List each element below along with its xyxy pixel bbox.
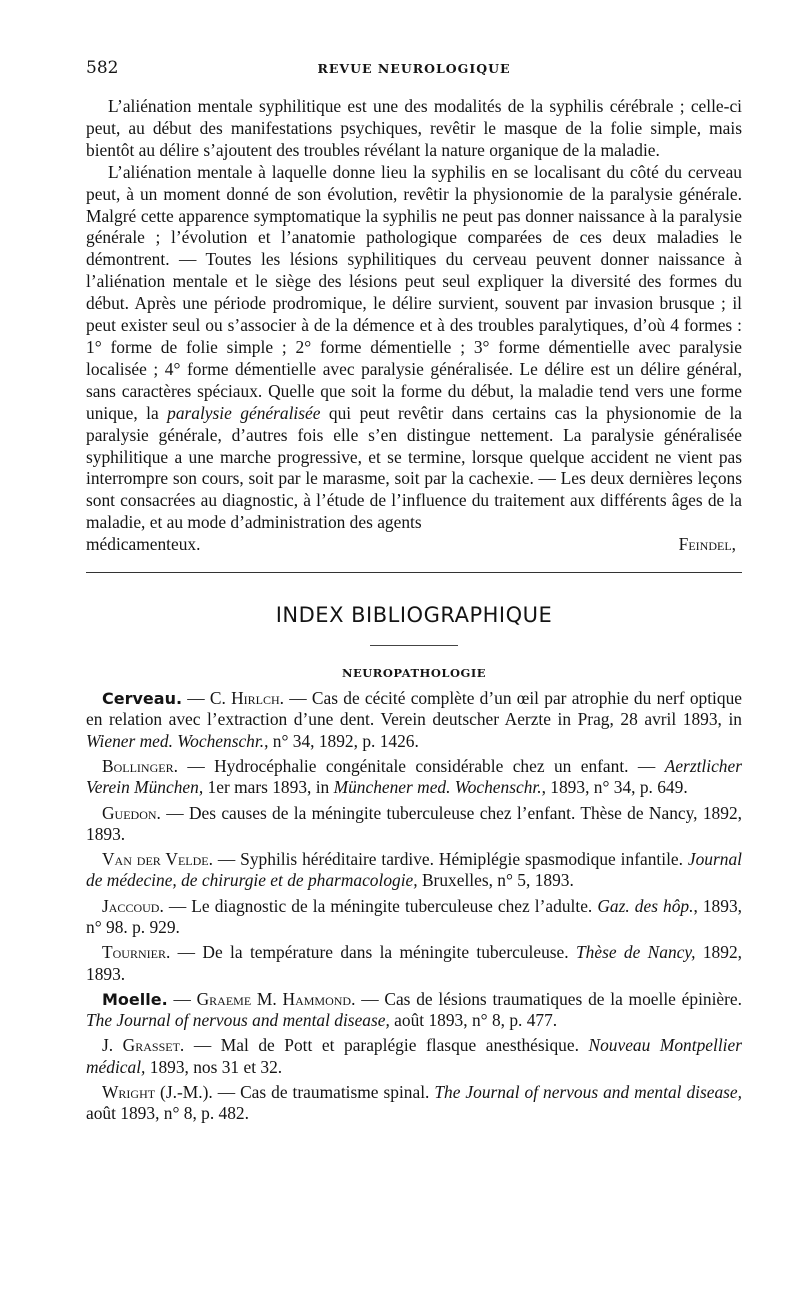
review-paragraph: L’aliénation mentale à laquelle donne lieu la syphilis en se localisant du côté du cerveau peut, à un moment donné de son évolution, revêtir la physionomie de la paralysie générale. Malgré cette apparence symptomatique la syphilis ne peut pas donner naissance à la paralysie générale ; l’évolution et l’anatomie pathologique comparées de ces deux maladies le démontrent. — Toutes les lésions syphilitiques du cerveau peuvent donner naissance à l’aliénation mentale et le siège des lésions peut seul expliquer la diversité des formes du début. Après une période prodromique, le délire survient, souvent par invasion brusque ; il peut exister seul ou s’associer à de la démence et à des troubles paralytiques, d’où 4 formes : 1° forme de folie simple ; 2° forme démentielle ; 3° forme démentielle avec paralysie localisée ; 4° forme démentielle avec paralysie généralisée. Le délire est un délire général, sans caractères spéciaux. Quelle que soit la forme du début, la maladie tend vers une forme unique, la paralysie généralisée qui peut revêtir dans certains cas la physionomie de la paralysie générale, d’autres fois elle s’en distingue nettement. La paralysie généralisée syphilitique a une marche progressive, et se termine, lorsque quelque accident ne vient pas interrompre son cours, soit par le marasme, soit par la cachexie. — Les deux dernières leçons sont consacrées au diagnostic, à l’étude de l’influence du traitement aux différents âges de la maladie, et au mode d’administration des agents (86, 161, 742, 533)
bibliography-entry: Wright (J.-M.). — Cas de traumatisme spinal. The Journal of nervous and mental disease, août 1893, n° 8, p. 482. (86, 1082, 742, 1124)
bibliography-entry: J. Grasset. — Mal de Pott et paraplégie flasque anesthésique. Nouveau Montpellier médical, 1893, nos 31 et 32. (86, 1035, 742, 1077)
entry-journal: Journal de médecine, de chirurgie et de pharmacologie, (86, 849, 742, 891)
review-signature-line (86, 534, 742, 556)
topic-heading: Moelle. (102, 989, 168, 1009)
entry-journal: Wiener med. Wochenschr. (86, 730, 265, 751)
bibliography-entry: Cerveau. — C. Hirlch. — Cas de cécité complète d’un œil par atrophie du nerf optique en relation avec l’extraction d’une dent. Verein deutscher Aerzte in Prag, 28 avril 1893, in Wiener med. Wochenschr., n° 34, 1892, p. 1426. (86, 688, 742, 751)
entry-author: Wright (J.-M.). (102, 1082, 213, 1103)
entry-author: Van der Velde. (102, 849, 213, 870)
entry-journal: The Journal of nervous and mental disease, (86, 1010, 390, 1031)
page-header (86, 58, 742, 84)
entry-journal: Aerztlicher Verein München, (86, 755, 742, 798)
topic-heading: Cerveau. (102, 689, 183, 709)
entry-journal: The Journal of nervous and mental disease, (434, 1082, 742, 1103)
index-title: INDEX BIBLIOGRAPHIQUE (275, 603, 553, 628)
review-last-line: médicamenteux. (86, 534, 201, 555)
entry-author: Graeme M. Hammond. (196, 988, 356, 1009)
bibliography-entry: Bollinger. — Hydrocéphalie congénitale considérable chez un enfant. — Aerztlicher Verein München, 1er mars 1893, in Münchener med. Wochenschr., 1893, n° 34, p. 649. (86, 755, 742, 798)
bibliography-entry: Tournier. — De la température dans la méningite tuberculeuse. Thèse de Nancy, 1892, 1893. (86, 942, 742, 984)
entry-author: Guedon. (102, 802, 161, 823)
review-author: Feindel, (678, 534, 736, 555)
entry-journal: Münchener med. Wochenschr. (333, 777, 542, 798)
entry-journal: Nouveau Montpellier médical, (86, 1035, 742, 1077)
entry-author: Tournier. (102, 942, 171, 963)
book-review (86, 96, 742, 556)
entry-author: Hirlch. (231, 688, 285, 709)
review-paragraph: L’aliénation mentale syphilitique est une des modalités de la syphilis cérébrale ; celle-ci peut, au début des manifestations psychiques, revêtir le masque de la folie simple, mais bientôt au délire s’ajoutent des troubles révélant la nature organique de la maladie. (86, 96, 742, 160)
section-divider (86, 572, 742, 573)
page-number: 582 (86, 58, 119, 78)
emphasis-text: paralysie généralisée (167, 402, 321, 423)
bibliography-entry: Guedon. — Des causes de la méningite tuberculeuse chez l’enfant. Thèse de Nancy, 1892, 1893. (86, 802, 742, 844)
running-title: REVUE NEUROLOGIQUE (317, 61, 511, 76)
bibliography-entry: Van der Velde. — Syphilis héréditaire tardive. Hémiplégie spasmodique infantile. Journal de médecine, de chirurgie et de pharmacologie, Bruxelles, n° 5, 1893. (86, 849, 742, 891)
title-underline (370, 645, 458, 646)
bibliography-entry: Moelle. — Graeme M. Hammond. — Cas de lésions traumatiques de la moelle épinière. The Journal of nervous and mental disease, août 1893, n° 8, p. 477. (86, 988, 743, 1031)
journal-page (86, 58, 742, 1129)
entry-author: Jaccoud. (102, 895, 164, 916)
entry-journal: Thèse de Nancy, (575, 942, 696, 963)
bibliography-list (86, 688, 742, 1125)
entry-journal: Gaz. des hôp. (597, 895, 694, 916)
entry-author: Grasset. (122, 1035, 185, 1056)
section-title: NEUROPATHOLOGIE (342, 666, 486, 681)
entry-author: Bollinger. (102, 755, 178, 776)
bibliography-entry: Jaccoud. — Le diagnostic de la méningite tuberculeuse chez l’adulte. Gaz. des hôp., 1893, n° 98. p. 929. (86, 895, 742, 937)
